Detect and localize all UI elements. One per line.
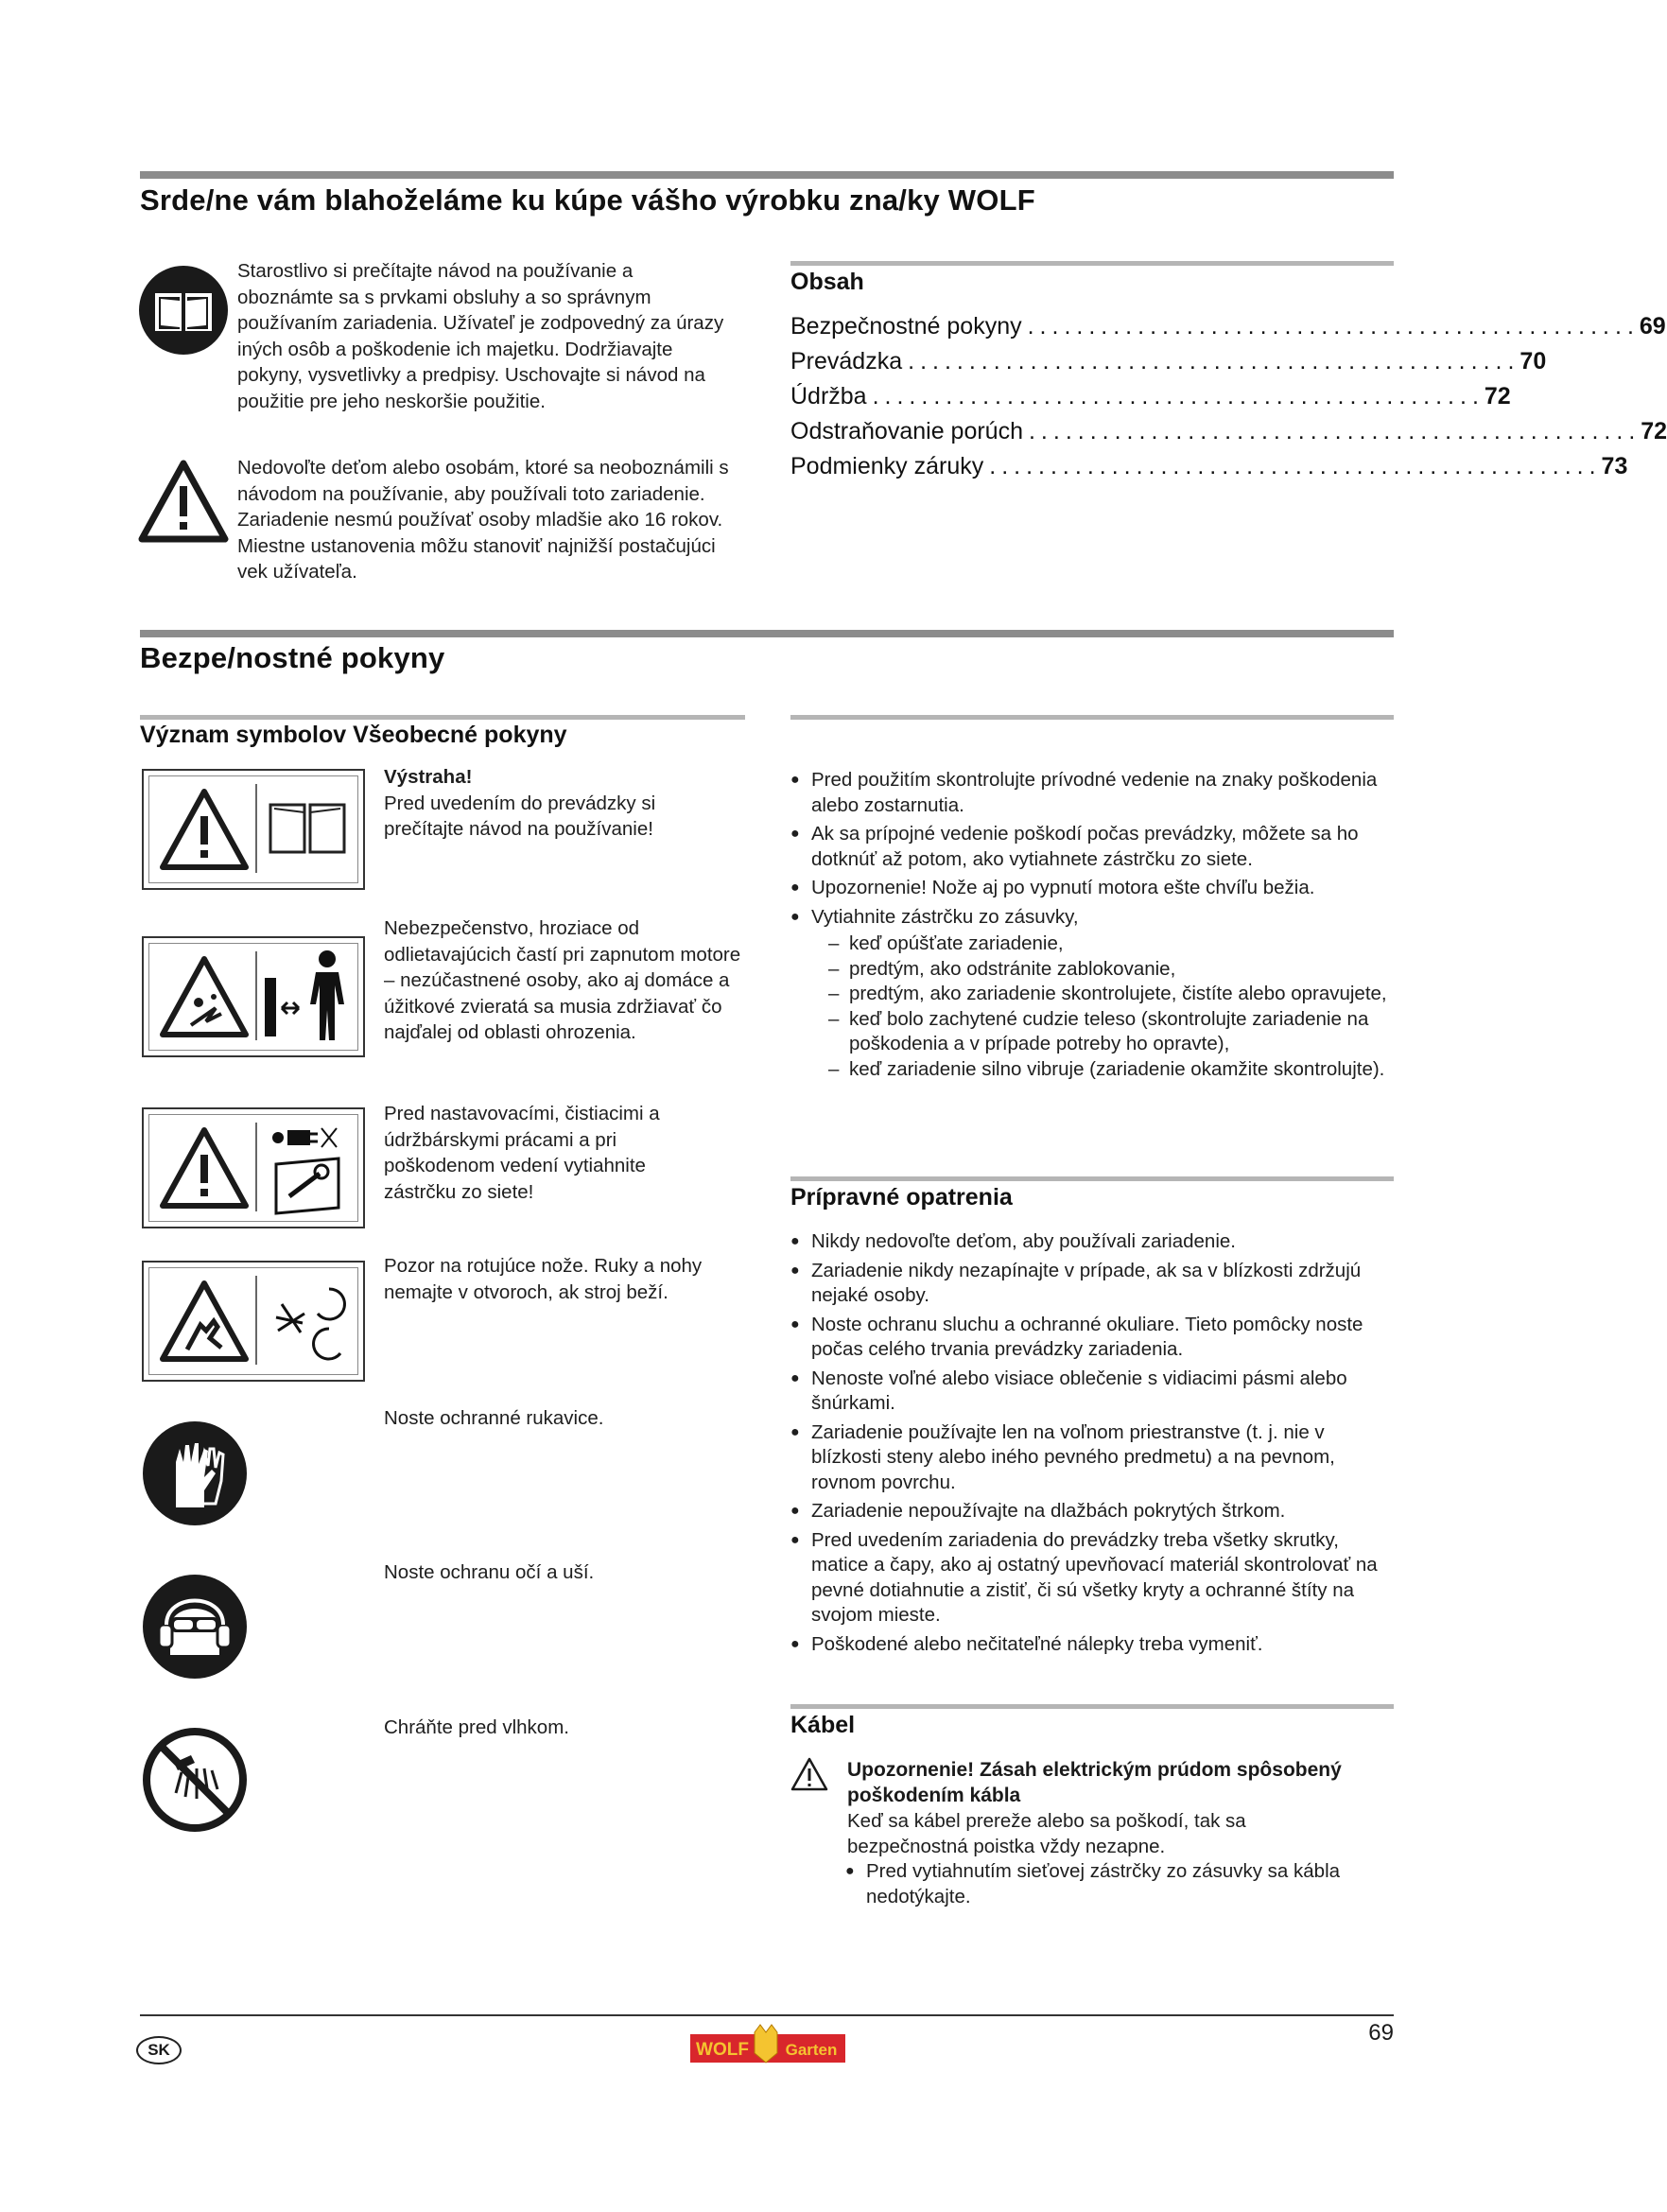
cable-rule [790,1704,1394,1709]
prep-title: Prípravné opatrenia [790,1184,1013,1211]
language-badge: SK [136,2036,182,2064]
list-item: ● Noste ochranu sluchu a ochranné okuliare. Tieto pomôcky noste počas celého trvania prevádzky zariadenia. [790,1313,1396,1363]
symbol-5-text: Noste ochranné rukavice. [384,1407,604,1429]
list-item: – keď opúšťate zariadenie, [828,932,1396,957]
toc-rule [790,261,1394,266]
no-rain-icon [142,1727,248,1833]
symbol-1-text: Výstraha! Pred uvedením do prevádzky si prečítajte návod na používanie! [384,766,656,840]
list-item: ● Zariadenie nikdy nezapínajte v prípade, ak sa v blízkosti zdržujú nejaké osoby. [790,1259,1396,1309]
symbol-7-text: Chráňte pred vlhkom. [384,1716,569,1738]
symbol-6-text: Noste ochranu očí a uší. [384,1561,595,1583]
rotating-blades-symbol [142,1261,365,1382]
safety-title: Bezpe/nostné pokyny [140,641,445,674]
warning-triangle-icon [159,788,250,871]
warning-triangle-icon [159,1126,250,1210]
keep-distance-icon [261,948,356,1046]
list-item: ● Zariadenie používajte len na voľnom priestranstve (t. j. nie v blízkosti steny alebo iného pevného predmetu) a na pevnom, rovnom povrchu. [790,1420,1396,1496]
toc-item[interactable]: Bezpečnostné pokyny .................................................. 69 [790,313,1666,340]
symbols-title: Význam symbolov Všeobecné pokyny [140,722,567,748]
toc-item[interactable]: Údržba .................................................. 72 [790,383,1511,409]
gloves-icon [142,1420,248,1526]
cable-warning-title: Upozornenie! Zásah elektrickým prúdom spôsobený poškodením kábla [847,1759,1342,1806]
safety-rule [140,630,1394,637]
thrown-objects-symbol [142,936,365,1057]
list-item: ● Pred použitím skontrolujte prívodné vedenie na znaky poškodenia alebo zostarnutia. [790,768,1396,818]
toc-title: Obsah [790,269,864,295]
hand-cut-hazard-icon [159,1280,250,1363]
list-item: ● Pred vytiahnutím sieťovej zástrčky zo zásuvky sa kábla nedotýkajte. [845,1859,1394,1909]
general-instructions [790,768,1396,1082]
list-item: – keď bolo zachytené cudzie teleso (skontrolujte zariadenie na poškodenia a v prípade potreby ho opravte), [828,1007,1396,1057]
toc-item[interactable]: Prevádzka .................................................. 70 [790,348,1547,374]
svg-text:Garten: Garten [785,2041,838,2059]
symbol-2-text: Nebezpečenstvo, hroziace od odlietavajúcich častí pri zapnutom motore – nezúčastnené osoby, ako aj domáce a úžitkové zvieratá sa musia zdržiavať čo najďalej od oblasti ohrozenia. [384,917,741,1043]
list-item: ● Upozornenie! Nože aj po vypnutí motora ešte chvíľu bežia. [790,876,1396,901]
cable-bullet [845,1859,1394,1913]
list-item: – keď zariadenie silno vibruje (zariadenie okamžite skontrolujte). [828,1057,1396,1083]
cable-title: Kábel [790,1712,856,1738]
list-item: ● Nenoste voľné alebo visiace oblečenie s vidiacimi pásmi alebo šnúrkami. [790,1367,1396,1417]
list-item: ● Pred uvedením zariadenia do prevádzky treba všetky skrutky, matice a čapy, ako aj ostatný upevňovací materiál skontrolovať na pevné dotiahnutie a zistiť, či sú všetky kryty a ochranné štíty na svojom mieste. [790,1528,1396,1629]
warning-read-manual-symbol [142,769,365,890]
prep-rule [790,1176,1394,1181]
unplug-before-maintenance-symbol [142,1107,365,1228]
list-item: ● Vytiahnite zástrčku zo zásuvky, [790,905,1396,931]
intro-paragraph-1: Starostlivo si prečítajte návod na používanie a oboznámte sa s prvkami obsluhy a so správnym používaním zariadenia. Užívateľ je zodpovedný za úrazy iných osôb a poškodenie ich majetku. Dodržiavajte pokyny, vysvetlivky a predpisy. Uschovajte si návod na použitie pre jeho neskoršie použitie. [237,260,724,412]
wolf-garten-logo [690,2025,845,2064]
cable-warning-text: Keď sa kábel prereže alebo sa poškodí, tak sa bezpečnostná poistka vždy nezapne. [847,1810,1246,1857]
rotating-blade-icon [263,1276,354,1367]
list-item: ● Zariadenie nepoužívajte na dlažbách pokrytých štrkom. [790,1499,1396,1524]
toc-item[interactable]: Odstraňovanie porúch .................................................. 72 [790,418,1667,444]
intro-paragraph-2: Nedovoľte deťom alebo osobám, ktoré sa neoboznámili s návodom na používanie, aby používali toto zariadenie. Zariadenie nesmú používať osoby mladšie ako 16 rokov. Miestne ustanovenia môžu stanoviť najnižší postačujúci vek užívateľa. [237,457,729,583]
symbols-rule [140,715,745,720]
list-item: – predtým, ako zariadenie skontrolujete, čistíte alebo opravujete, [828,982,1396,1007]
list-item: – predtým, ako odstránite zablokovanie, [828,957,1396,983]
table-of-contents [790,309,1667,484]
header-rule [140,171,1394,179]
svg-text:WOLF: WOLF [696,2040,749,2060]
page-title: Srde/ne vám blahoželáme ku kúpe vášho výrobku zna/ky WOLF [140,183,1035,217]
hazard-projectile-icon [159,955,250,1038]
list-item: ● Poškodené alebo nečitateľné nálepky treba vymeniť. [790,1632,1396,1658]
manual-book-icon [267,799,348,858]
symbol-4-text: Pozor na rotujúce nože. Ruky a nohy nemajte v otvoroch, ak stroj beží. [384,1255,703,1303]
warning-triangle-icon [138,460,229,543]
list-item: ● Ak sa prípojné vedenie poškodí počas prevádzky, môžete sa ho dotknúť až potom, ako vytiahnete zástrčku zo siete. [790,822,1396,872]
plug-wrench-icon [263,1121,354,1215]
page-number: 69 [1368,2020,1394,2046]
list-item: ● Nikdy nedovoľte deťom, aby používali zariadenie. [790,1229,1396,1255]
toc-item[interactable]: Podmienky záruky .................................................. 73 [790,453,1628,479]
general-rule [790,715,1394,720]
eye-ear-protection-icon [142,1574,248,1680]
warning-triangle-icon [790,1757,828,1791]
symbol-3-text: Pred nastavovacími, čistiacimi a údržbárskymi prácami a pri poškodenom vedení vytiahnite zástrčku zo siete! [384,1103,660,1203]
footer-rule [140,2014,1394,2016]
book-icon [138,265,229,356]
preparation-list [790,1229,1396,1661]
